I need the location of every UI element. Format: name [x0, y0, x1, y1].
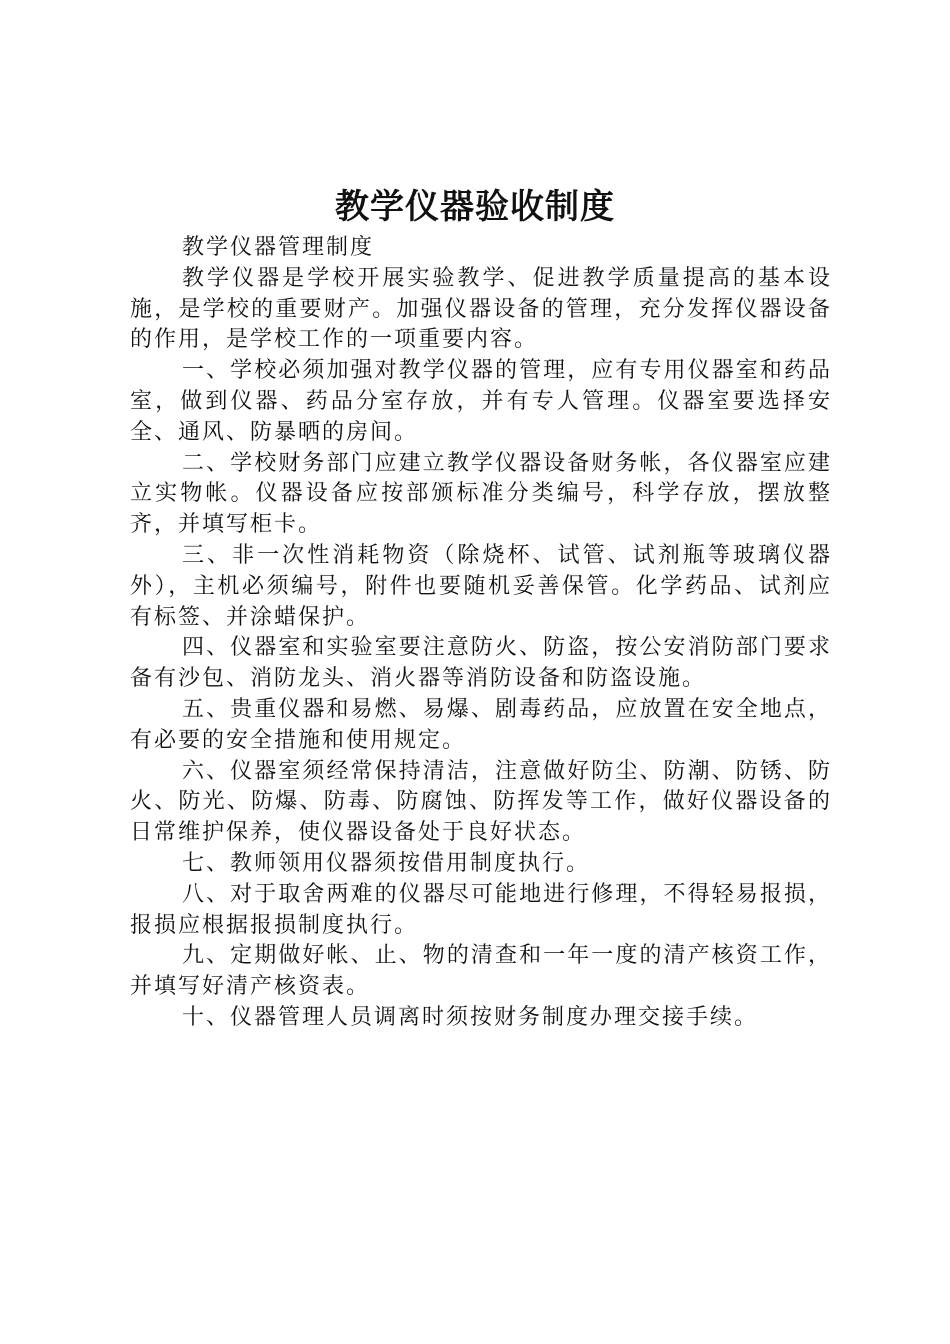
paragraph-item-4: 四、仪器室和实验室要注意防火、防盗，按公安消防部门要求备有沙包、消防龙头、消火器等消防设备和防盗设施。	[130, 635, 832, 692]
paragraph-subtitle: 教学仪器管理制度	[182, 235, 375, 260]
paragraph-item-8: 八、对于取舍两难的仪器尽可能地进行修理，不得轻易报损，报损应根据报损制度执行。	[130, 881, 832, 938]
document-body	[130, 233, 832, 1034]
paragraph-item-10: 十、仪器管理人员调离时须按财务制度办理交接手续。	[182, 1004, 759, 1030]
document-title: 教学仪器验收制度	[335, 187, 615, 227]
paragraph-item-5: 五、贵重仪器和易燃、易爆、剧毒药品，应放置在安全地点，有必要的安全措施和使用规定。	[130, 696, 832, 753]
paragraph-item-9: 九、定期做好帐、止、物的清查和一年一度的清产核资工作，并填写好清产核资表。	[130, 943, 832, 1000]
paragraph-item-1: 一、学校必须加强对教学仪器的管理，应有专用仪器室和药品室，做到仪器、药品分室存放，并有专人管理。仪器室要选择安全、通风、防暴晒的房间。	[130, 358, 832, 445]
paragraph-item-3: 三、非一次性消耗物资（除烧杯、试管、试剂瓶等玻璃仪器外），主机必须编号，附件也要随机妥善保管。化学药品、试剂应有标签、并涂蜡保护。	[130, 542, 832, 630]
paragraph-item-6: 六、仪器室须经常保持清洁，注意做好防尘、防潮、防锈、防火、防光、防爆、防毒、防腐蚀、防挥发等工作，做好仪器设备的日常维护保养，使仪器设备处于良好状态。	[130, 758, 832, 846]
paragraph-item-2: 二、学校财务部门应建立教学仪器设备财务帐，各仪器室应建立实物帐。仪器设备应按部颁标准分类编号，科学存放，摆放整齐，并填写柜卡。	[130, 450, 832, 538]
paragraph-intro: 教学仪器是学校开展实验教学、促进教学质量提高的基本设施，是学校的重要财产。加强仪器设备的管理，充分发挥仪器设备的作用，是学校工作的一项重要内容。	[130, 265, 832, 353]
paragraph-item-7: 七、教师领用仪器须按借用制度执行。	[182, 850, 591, 876]
